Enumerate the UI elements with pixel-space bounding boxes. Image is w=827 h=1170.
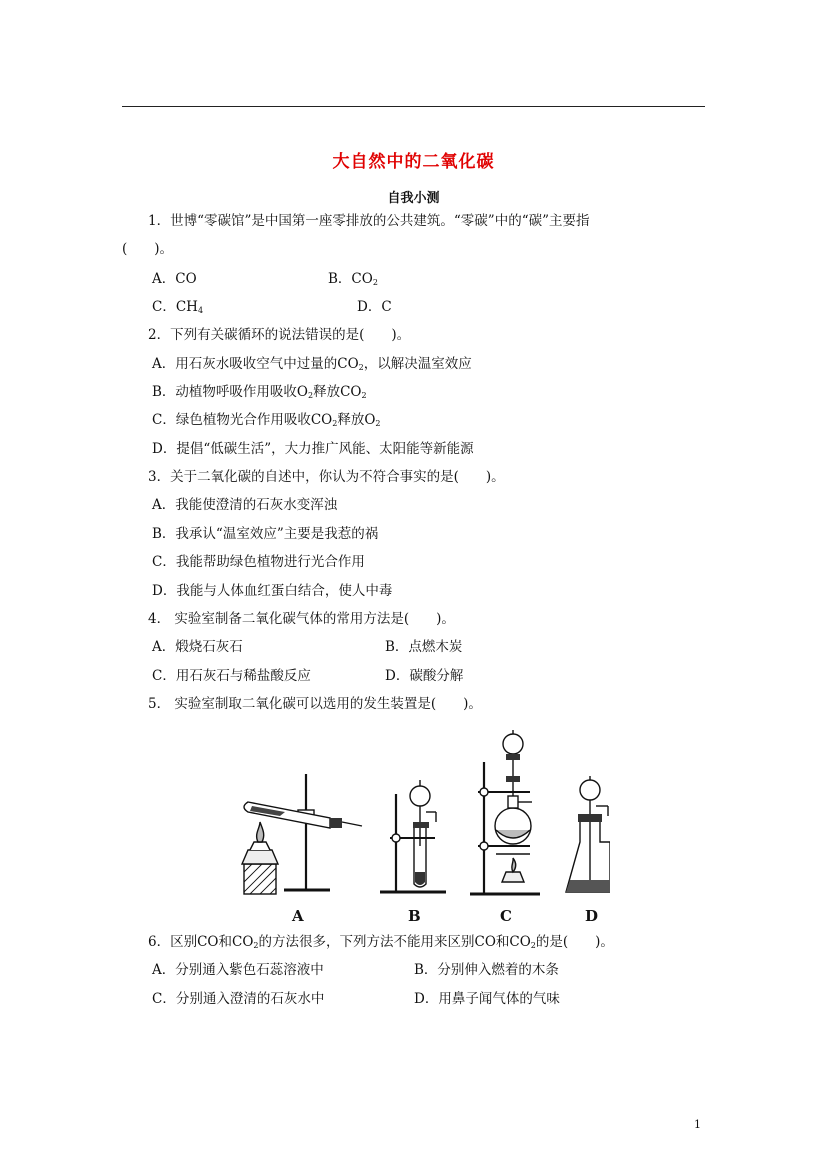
question-2-option-c: C．绿色植物光合作用吸收$CO_2$释放$O_2$ — [152, 412, 381, 428]
apparatus-figure — [230, 722, 610, 927]
question-4-option-b: B．点燃木炭 — [385, 639, 463, 655]
question-4-option-d: D．碳酸分解 — [385, 668, 464, 684]
question-6-option-c: C．分别通入澄清的石灰水中 — [152, 991, 325, 1007]
section-subtitle: 自我小测 — [387, 191, 440, 206]
question-3-option-b: B．我承认“温室效应”主要是我惹的祸 — [152, 526, 379, 542]
question-2-option-d: D．提倡“低碳生活”，大力推广风能、太阳能等新能源 — [152, 441, 474, 457]
question-3-stem: 3．关于二氧化碳的自述中，你认为不符合事实的是( )。 — [148, 469, 505, 485]
question-2-stem: 2．下列有关碳循环的说法错误的是( )。 — [148, 327, 411, 343]
question-6-option-d: D．用鼻子闻气体的气味 — [414, 991, 560, 1007]
question-4-stem: 4． 实验室制备二氧化碳气体的常用方法是( )。 — [148, 611, 455, 627]
question-1-stem: 1．世博“零碳馆”是中国第一座零排放的公共建筑。“零碳”中的“碳”主要指 — [148, 213, 590, 229]
question-3-option-c: C．我能帮助绿色植物进行光合作用 — [152, 554, 365, 570]
page-title: 大自然中的二氧化碳 — [332, 152, 495, 172]
apparatus-d-icon — [566, 776, 610, 892]
apparatus-label-a: A — [292, 907, 304, 925]
question-6-stem: 6．区别CO和$CO_2$的方法很多，下列方法不能用来区别CO和$CO_2$的是( )。 — [148, 934, 614, 950]
question-2-option-b: B．动植物呼吸作用吸收$O_2$释放$CO_2$ — [152, 384, 367, 400]
apparatus-b-icon — [380, 780, 446, 892]
question-4-option-a: A．煅烧石灰石 — [152, 639, 243, 655]
header-rule — [122, 106, 705, 107]
apparatus-c-icon — [470, 730, 540, 894]
question-1-option-b: B．$CO_2$ — [328, 271, 378, 287]
apparatus-a-icon — [242, 774, 362, 894]
question-1-option-a: A．CO — [152, 271, 197, 287]
question-1-stem-cont: ( )。 — [122, 241, 174, 257]
page-number: 1 — [694, 1118, 701, 1131]
question-2-option-a: A．用石灰水吸收空气中过量的$CO_2$，以解决温室效应 — [152, 356, 472, 372]
question-1-option-c: C．$CH_4$ — [152, 299, 204, 315]
question-3-option-a: A．我能使澄清的石灰水变浑浊 — [152, 497, 338, 513]
question-5-stem: 5． 实验室制取二氧化碳可以选用的发生装置是( )。 — [148, 696, 482, 712]
question-6-option-a: A．分别通入紫色石蕊溶液中 — [152, 962, 324, 978]
question-4-option-c: C．用石灰石与稀盐酸反应 — [152, 668, 311, 684]
question-6-option-b: B．分别伸入燃着的木条 — [414, 962, 559, 978]
apparatus-label-d: D — [585, 907, 599, 925]
question-1-option-d: D．C — [357, 299, 392, 315]
apparatus-label-b: B — [408, 907, 421, 925]
question-3-option-d: D．我能与人体血红蛋白结合，使人中毒 — [152, 583, 393, 599]
apparatus-label-c: C — [500, 907, 512, 925]
